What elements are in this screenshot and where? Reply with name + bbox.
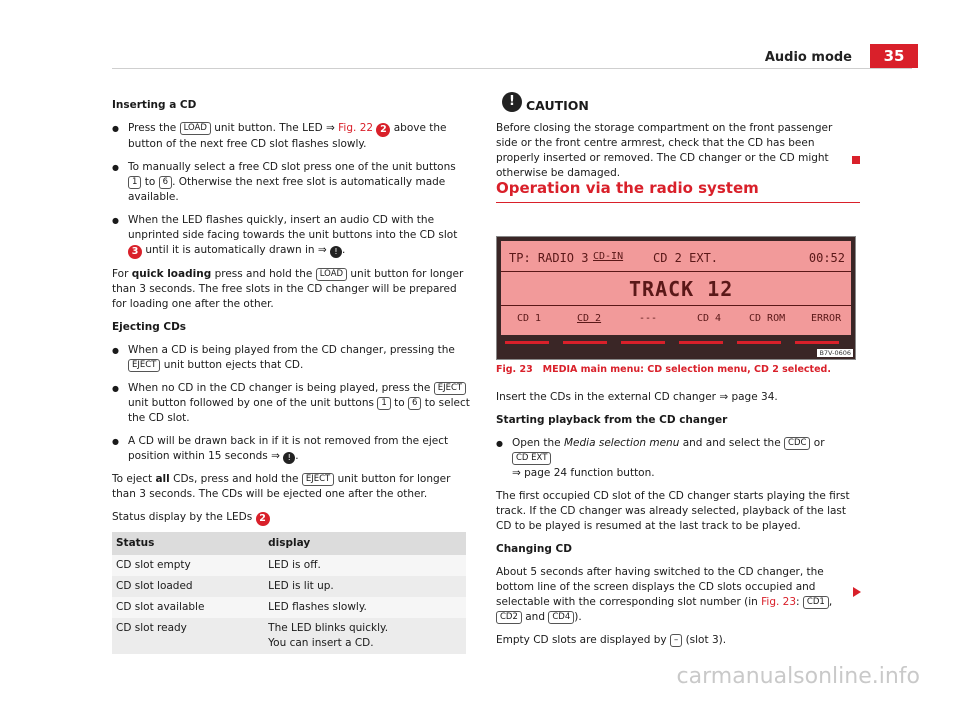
callout-2: 2 bbox=[376, 123, 390, 137]
playback-para: The first occupied CD slot of the CD changer starts playing the first track. If the CD changer was already selected, playback of the last CD to be played is resumed at the last track to be played. bbox=[496, 490, 850, 532]
page-header bbox=[0, 0, 960, 70]
caution-box bbox=[496, 94, 860, 181]
radio-screen bbox=[501, 241, 851, 335]
slot-empty: --- bbox=[639, 313, 658, 324]
screen-divider bbox=[501, 271, 851, 272]
soft-key-2[interactable] bbox=[563, 341, 607, 344]
cd1-key: CD1 bbox=[803, 596, 829, 609]
screen-track: TRACK 12 bbox=[629, 277, 734, 301]
section-title: Operation via the radio system bbox=[496, 181, 860, 203]
load-key: LOAD bbox=[180, 122, 211, 135]
fig-22-link[interactable]: Fig. 22 bbox=[338, 122, 374, 134]
slot-cd2: CD 2 bbox=[577, 313, 602, 324]
changing-heading: Changing CD bbox=[496, 543, 572, 555]
header-divider bbox=[112, 68, 912, 69]
start-heading: Starting playback from the CD changer bbox=[496, 414, 728, 426]
radio-display-figure bbox=[496, 236, 856, 360]
caution-title: ! CAUTION bbox=[496, 98, 860, 113]
key-1: 1 bbox=[128, 176, 141, 189]
page-number: 35 bbox=[870, 44, 918, 68]
right-column bbox=[496, 94, 860, 211]
table-row: CD slot ready The LED blinks quickly. You can insert a CD. bbox=[112, 618, 466, 654]
warning-ref-icon: ! bbox=[330, 246, 342, 258]
right-lower-text bbox=[496, 390, 860, 656]
screen-tp-label: TP: RADIO 3 bbox=[509, 251, 589, 265]
screen-ext-label: CD 2 EXT. bbox=[653, 251, 719, 265]
screen-time: 00:52 bbox=[808, 251, 845, 265]
table-header-row bbox=[112, 532, 466, 555]
callout-3: 3 bbox=[128, 245, 142, 259]
eject-step-1: ● When a CD is being played from the CD changer, pressing the EJECT unit button ejects that CD. bbox=[112, 343, 470, 373]
eject-key: EJECT bbox=[302, 473, 334, 486]
soft-key-6[interactable] bbox=[795, 341, 839, 344]
table-row: CD slot available LED flashes slowly. bbox=[112, 597, 466, 618]
fig-23-link[interactable]: Fig. 23 bbox=[761, 596, 797, 608]
start-step-1: ● Open the Media selection menu and and select the CDC or CD EXT ⇒ page 24 function button. bbox=[496, 436, 860, 481]
slot-cd1: CD 1 bbox=[517, 313, 542, 324]
empty-slot-key: – bbox=[670, 634, 682, 647]
key-6: 6 bbox=[159, 176, 172, 189]
continue-arrow-icon bbox=[853, 587, 861, 597]
soft-key-5[interactable] bbox=[737, 341, 781, 344]
warning-ref-icon: ! bbox=[283, 452, 295, 464]
eject-step-2: ● When no CD in the CD changer is being played, press the EJECT unit button followed by one of the unit buttons 1 to 6 to select the CD slot. bbox=[112, 381, 470, 426]
cd-ext-key: CD EXT bbox=[512, 452, 551, 465]
screen-cdin-label: CD-IN bbox=[593, 251, 624, 262]
quick-loading-para: For quick loading press and hold the LOAD unit button for longer than 3 seconds. The free slots in the CD changer will be prepared for loading one after the other. bbox=[112, 268, 464, 310]
slot-error: ERROR bbox=[811, 313, 842, 324]
table-row: CD slot empty LED is off. bbox=[112, 555, 466, 576]
soft-key-1[interactable] bbox=[505, 341, 549, 344]
changing-para: About 5 seconds after having switched to the CD changer, the bottom line of the screen displays the CD slots occupied and selectable with the corresponding slot number (in Fig. 23: CD1 , CD2 and CD4 ). bbox=[496, 566, 833, 623]
section-end-marker bbox=[852, 156, 860, 164]
insert-cds-para: Insert the CDs in the external CD changer ⇒ page 34. bbox=[496, 391, 778, 403]
eject-all-para: To eject all CDs, press and hold the EJECT unit button for longer than 3 seconds. The CDs will be ejected one after the other. bbox=[112, 473, 451, 500]
insert-step-3: ● When the LED flashes quickly, insert an audio CD with the unprinted side facing towards the unit buttons into the CD slot 3 until it is automatically drawn in ⇒ ! . bbox=[112, 213, 470, 259]
status-heading: Status display by the LEDs 2 bbox=[112, 510, 470, 526]
col-status-header: Status bbox=[112, 532, 264, 555]
soft-key-4[interactable] bbox=[679, 341, 723, 344]
watermark: carmanualsonline.info bbox=[676, 664, 920, 689]
ejecting-heading: Ejecting CDs bbox=[112, 321, 187, 333]
screen-divider bbox=[501, 305, 851, 306]
load-key: LOAD bbox=[316, 268, 347, 281]
table-row: CD slot loaded LED is lit up. bbox=[112, 576, 466, 597]
status-table bbox=[112, 532, 466, 654]
empty-slots-para: Empty CD slots are displayed by – (slot 3). bbox=[496, 634, 727, 646]
cd4-key: CD4 bbox=[548, 611, 574, 624]
header-title: Audio mode bbox=[764, 50, 852, 65]
eject-step-3: ● A CD will be drawn back in if it is not removed from the eject position within 15 seconds ⇒ ! . bbox=[112, 434, 470, 464]
callout-2: 2 bbox=[256, 512, 270, 526]
slot-cdrom: CD ROM bbox=[749, 313, 786, 324]
caution-text: Before closing the storage compartment on the front passenger side or the front centre armrest, check that the CD has been properly inserted or removed. The CD changer or the CD might otherwise be damaged. bbox=[496, 122, 833, 179]
caution-icon: ! bbox=[502, 92, 522, 112]
col-display-header: display bbox=[264, 532, 466, 555]
cdc-key: CDC bbox=[784, 437, 810, 450]
left-column bbox=[112, 98, 470, 654]
cd2-key: CD2 bbox=[496, 611, 522, 624]
soft-key-3[interactable] bbox=[621, 341, 665, 344]
key-6: 6 bbox=[408, 397, 421, 410]
insert-step-2: ● To manually select a free CD slot press one of the unit buttons 1 to 6 . Otherwise the next free slot is automatically made available. bbox=[112, 160, 470, 205]
key-1: 1 bbox=[377, 397, 390, 410]
insert-step-1: ● Press the LOAD unit button. The LED ⇒ Fig. 22 2 above the button of the next free CD slot flashes slowly. bbox=[112, 121, 470, 152]
eject-key: EJECT bbox=[434, 382, 466, 395]
eject-key: EJECT bbox=[128, 359, 160, 372]
inserting-heading: Inserting a CD bbox=[112, 99, 197, 111]
slot-cd4: CD 4 bbox=[697, 313, 722, 324]
figure-caption: Fig. 23 MEDIA main menu: CD selection menu, CD 2 selected. bbox=[496, 364, 831, 375]
figure-code: B7V-0606 bbox=[819, 349, 851, 357]
